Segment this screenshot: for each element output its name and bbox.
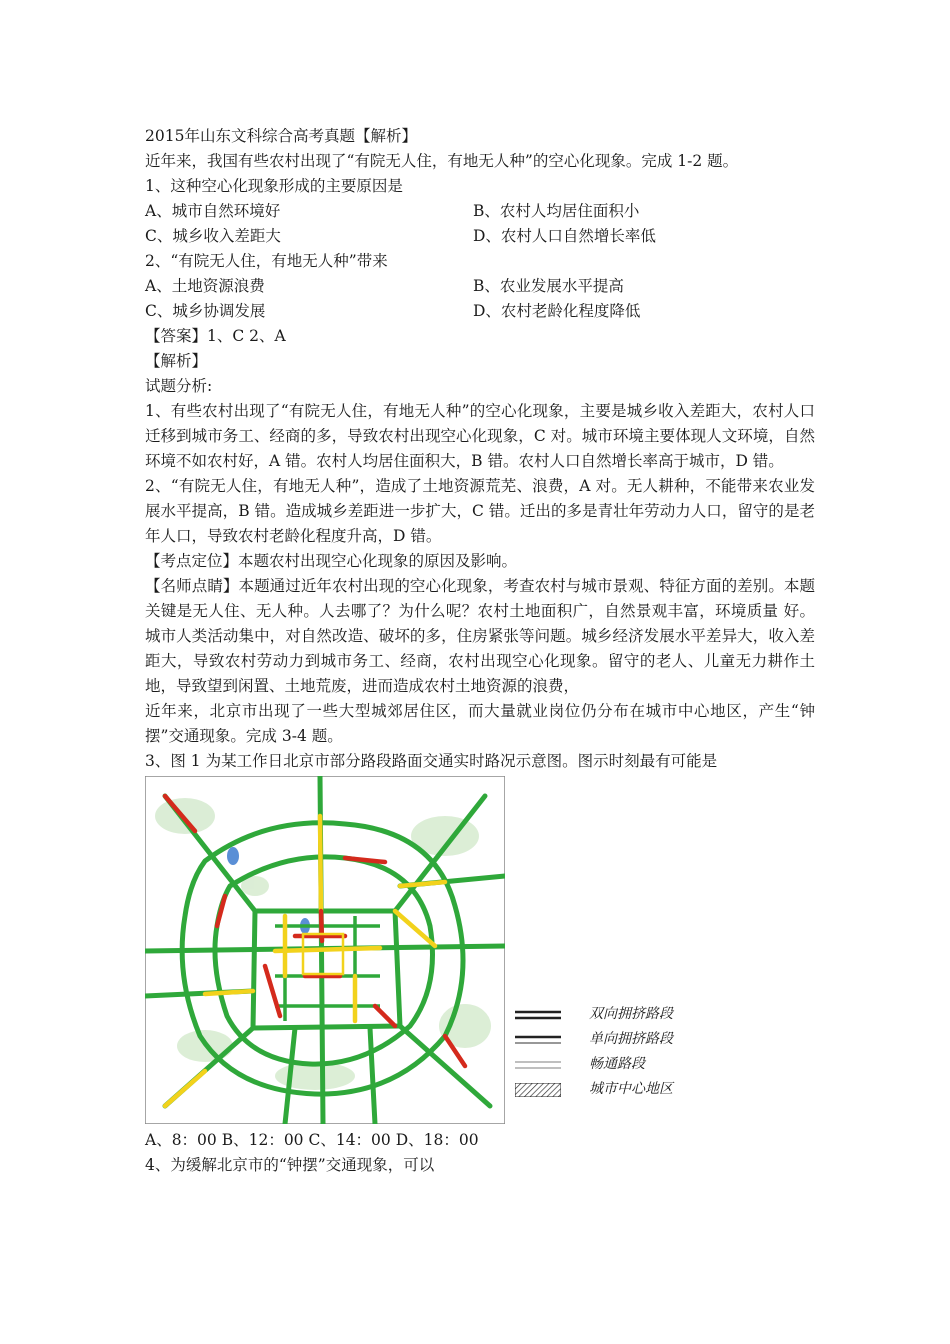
q1-options-row1 <box>145 199 815 224</box>
city-center-hatch-symbol <box>515 1083 561 1097</box>
two-way-congested-symbol <box>515 1008 561 1022</box>
kaodian: 【考点定位】本题农村出现空心化现象的原因及影响。 <box>145 552 518 570</box>
traffic-map <box>145 776 505 1124</box>
q1-stem: 1、这种空心化现象形成的主要原因是 <box>145 177 403 195</box>
analysis-2: 2、“有院无人住，有地无人种”，造成了土地资源荒芜、浪费，A 对。无人耕种，不能带来农业发展水平提高，B 错。造成城乡差距进一步扩大，C 错。迁出的多是青壮年劳动力人口，留守的是老年人口，导致农村老龄化程度升高，D 错。 <box>145 477 815 545</box>
q1-option-d: D、农村人口自然增长率低 <box>473 227 656 245</box>
legend-label-two-way: 双向拥挤路段 <box>589 1006 673 1022</box>
document-page <box>145 124 815 1178</box>
legend-label-one-way: 单向拥挤路段 <box>589 1031 673 1047</box>
analysis-1: 1、有些农村出现了“有院无人住，有地无人种”的空心化现象，主要是城乡收入差距大，农村人口迁移到城市务工、经商的多，导致农村出现空心化现象，C 对。城市环境主要体现人文环境，自然环境不如农村好，A 错。农村人均居住面积大，B 错。农村人口自然增长率高于城市，D 错。 <box>145 402 815 470</box>
mingshi: 【名师点睛】本题通过近年农村出现的空心化现象，考查农村与城市景观、特征方面的差别。本题关键是无人住、无人种。人去哪了？为什么呢？农村土地面积广，自然景观丰富，环境质量 好。城市人类活动集中，对自然改造、破坏的多，住房紧张等问题。城乡经济发展水平差异大，收入差距大，导致农村劳动力到城市务工、经商，农村出现空心化现象。留守的老人、儿童无力耕作土地，导致望到闲置、土地荒废，进而造成农村土地资源的浪费， <box>145 577 815 695</box>
q2-options-row2 <box>145 299 815 324</box>
intro-1-2: 近年来，我国有些农村出现了“有院无人住，有地无人种”的空心化现象。完成 1-2 题。 <box>145 152 739 170</box>
legend-one-way <box>513 1027 693 1052</box>
intro-3-4: 近年来，北京市出现了一些大型城郊居住区，而大量就业岗位仍分布在城市中心地区，产生“钟摆”交通现象。完成 3-4 题。 <box>145 702 815 745</box>
clear-road-symbol <box>515 1058 561 1072</box>
q1-option-b: B、农村人均居住面积小 <box>473 202 640 220</box>
q2-option-a: A、土地资源浪费 <box>145 277 265 295</box>
q2-option-c: C、城乡协调发展 <box>145 302 266 320</box>
figure-1 <box>145 776 815 1126</box>
map-legend <box>513 1002 693 1102</box>
q3-options: A、8：00 B、12：00 C、14：00 D、18：00 <box>145 1131 479 1149</box>
q2-stem: 2、“有院无人住，有地无人种”带来 <box>145 252 388 270</box>
q2-option-b: B、农业发展水平提高 <box>473 277 624 295</box>
q2-options-row1 <box>145 274 815 299</box>
q1-option-a: A、城市自然环境好 <box>145 202 281 220</box>
q3-stem: 3、图 1 为某工作日北京市部分路段路面交通实时路况示意图。图示时刻最有可能是 <box>145 752 718 770</box>
analysis-label: 试题分析: <box>145 377 213 395</box>
page-title: 2015年山东文科综合高考真题【解析】 <box>145 127 417 145</box>
legend-two-way <box>513 1002 693 1027</box>
q1-option-c: C、城乡收入差距大 <box>145 227 281 245</box>
q4-stem: 4、为缓解北京市的“钟摆”交通现象，可以 <box>145 1156 435 1174</box>
legend-center <box>513 1077 693 1102</box>
jiexi-label: 【解析】 <box>145 352 208 370</box>
q2-option-d: D、农村老龄化程度降低 <box>473 302 641 320</box>
legend-label-center: 城市中心地区 <box>589 1081 673 1097</box>
answer: 【答案】1、C 2、A <box>145 327 286 345</box>
one-way-congested-symbol <box>515 1033 561 1047</box>
legend-label-clear: 畅通路段 <box>589 1056 645 1072</box>
q1-options-row2 <box>145 224 815 249</box>
legend-clear <box>513 1052 693 1077</box>
